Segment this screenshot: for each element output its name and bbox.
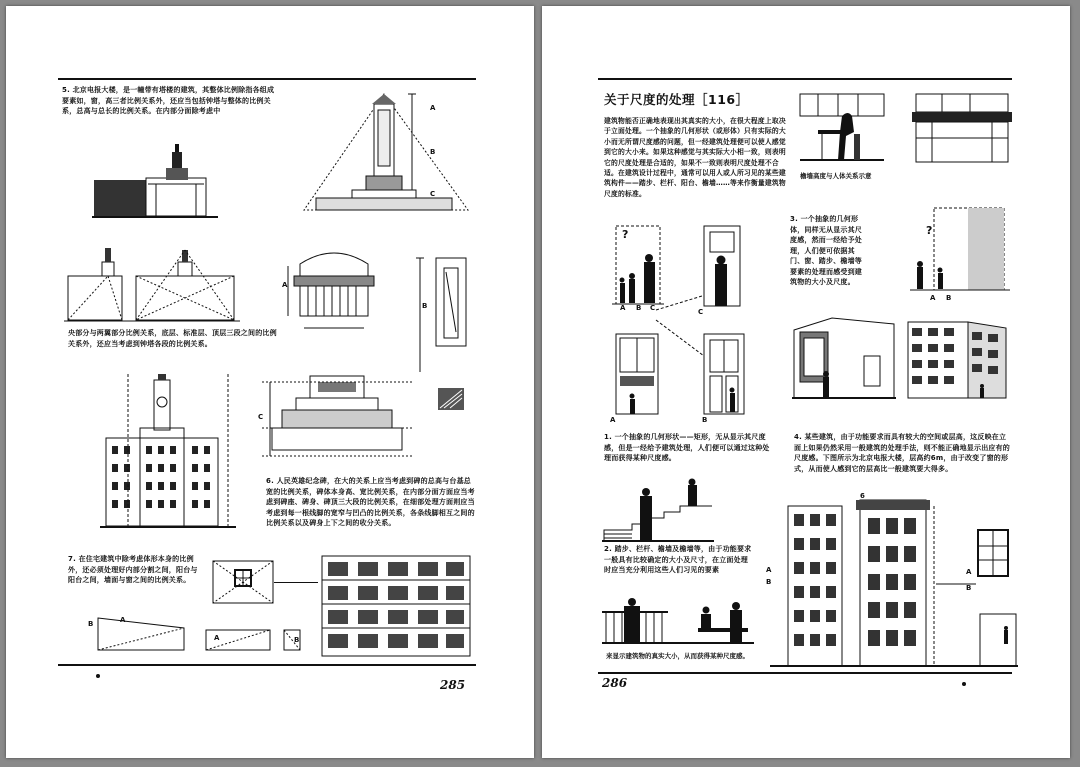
label-a-4: A (214, 634, 220, 642)
stele-elevation (410, 252, 480, 412)
telegraph-building-sketch (92, 144, 220, 218)
label-c-2: C (258, 413, 264, 421)
bullet-dot (96, 674, 100, 678)
label-a-r5: A (966, 568, 972, 576)
building-perspective-b (906, 312, 1010, 400)
label-a-r3: A (930, 294, 936, 302)
abstract-cube-sketch (910, 202, 1010, 292)
building-perspective-a (792, 308, 896, 400)
label-b-r4: B (766, 578, 772, 586)
apartment-facade (318, 552, 474, 658)
label-b-3: B (88, 620, 94, 628)
label-six: 6 (860, 492, 865, 500)
label-c-r2: C (698, 308, 704, 316)
left-page (6, 6, 534, 758)
label-b: B (430, 148, 436, 156)
page-number-left: 285 (440, 678, 466, 692)
top-rule-right (598, 78, 1012, 80)
monument-proportion-sketch (296, 90, 476, 214)
label-a-3: A (120, 616, 126, 624)
label-a-r2: A (610, 416, 616, 424)
telegraph-elevations-ab (770, 494, 1018, 668)
cornice-facade-sketch (912, 92, 1012, 164)
leader-line (274, 582, 318, 583)
note-2: 2. 踏步、栏杆、檐墙及檐墙等，由于功能要求一般具有比较确定的大小及尺寸，在立面处理时应当充分利用这些人们习见的要素 (604, 545, 752, 574)
bullet-dot-right (962, 682, 966, 686)
window-panel-sketch (212, 560, 274, 604)
telegraph-elevation (100, 372, 236, 528)
label-a-r1: A (620, 304, 626, 312)
caption-top: 檐墙高度与人体关系示意 (800, 172, 872, 180)
figure-at-desk-sketch (798, 92, 886, 164)
label-b-r2: B (702, 416, 708, 424)
label-b-4: B (294, 636, 300, 644)
label-b-r5: B (966, 584, 972, 592)
question-mark: ? (622, 228, 629, 241)
label-b-2: B (422, 302, 428, 310)
arrow-connectors (652, 290, 712, 360)
note-tower: 央部分与两翼部分比例关系，底层、标准层、顶层三段之间的比例关系外，还应当考虑到钟塔各段的比例关系。 (68, 329, 277, 348)
label-a-2: A (282, 281, 288, 289)
note-3: 3. 一个抽象的几何形体，同样无从显示其尺度感，然而一经给予处理，人们便可依据其门、窗、踏步、檐墙等要素的处理而感受到建筑物的大小及尺度。 (790, 215, 862, 286)
note-1: 1. 一个抽象的几何形状——矩形，无从显示其尺度感，但是一经给予建筑处理，人们便可以通过这种处理而获得某种尺度感。 (604, 433, 770, 462)
intro-text: 建筑物能否正确地表现出其真实的大小，在很大程度上取决于立面处理。一个抽象的几何形状（或形体）只有实际的大小而无所谓尺度感的问题，但一经建筑处理便可以使人感觉到它的大小来。如果这种感觉与其实际大小相一致，则表明它的尺度处理是合适的，如果不一致则表明尺度处理不合适。在建筑设计过程中，通常可以用人或人所习见的某些建筑构件——踏步、栏杆、阳台、檐墙……等来作衡量建筑物尺度的标准。 (604, 117, 786, 198)
section-heading: 关于尺度的处理［116］ (604, 92, 749, 107)
page-number-right: 286 (602, 676, 628, 690)
top-rule (58, 78, 476, 80)
label-c-r1: C (650, 304, 656, 312)
label-b-r1: B (636, 304, 642, 312)
caption-bottom: 来显示建筑物的真实大小，从而获得某种尺度感。 (606, 652, 749, 660)
monument-base-detail (262, 372, 412, 464)
label-c: C (430, 190, 436, 198)
label-a-r4: A (766, 566, 772, 574)
railing-bench-figures (602, 598, 754, 646)
note-4: 4. 某些建筑，由于功能要求而具有较大的空间或层高，这反映在立面上如果仍然采用一般建筑的处理手法，则不能正确地显示出应有的尺度感。下图所示为北京电报大楼，层高约6m，由于改变了窗的形式，从而使人感到它的层高比一般建筑要大得多。 (794, 433, 1010, 473)
tower-proportion-sketches (64, 242, 240, 322)
right-page (542, 6, 1070, 758)
label-a: A (430, 104, 436, 112)
label-b-r3: B (946, 294, 952, 302)
bottom-rule (58, 664, 476, 666)
note-6: 6. 人民英雄纪念碑，在大的关系上应当考虑到碑的总高与台基总宽的比例关系，碑体本身高、宽比例关系，在内部分面方面应当考虑到碑座、碑身、碑顶三大段的比例关系，在细部处理方面则应当考虑到每一根线脚的宽窄与凹凸的比例关系，各条线脚相互之间的比例关系以及碑身上下之间的收分关系。 (266, 477, 475, 527)
monument-top-detail (284, 242, 384, 338)
question-mark-2: ? (926, 224, 933, 237)
note-7: 7. 在住宅建筑中除考虑体形本身的比例外，还必须处理好内部分割之间，阳台与阳台之间，墙面与窗之间的比例关系。 (68, 555, 198, 584)
stairs-figures-sketch (602, 480, 714, 542)
bottom-rule-right (598, 672, 1012, 674)
note-5: 5. 北京电报大楼，是一幢带有塔楼的建筑，其整体比例除指各组成要素如，窗，高三者比例关系外，还应当包括钟塔与整体的比例关系，总高与总长的比例关系。在内部分面除考虑中 (62, 86, 275, 115)
